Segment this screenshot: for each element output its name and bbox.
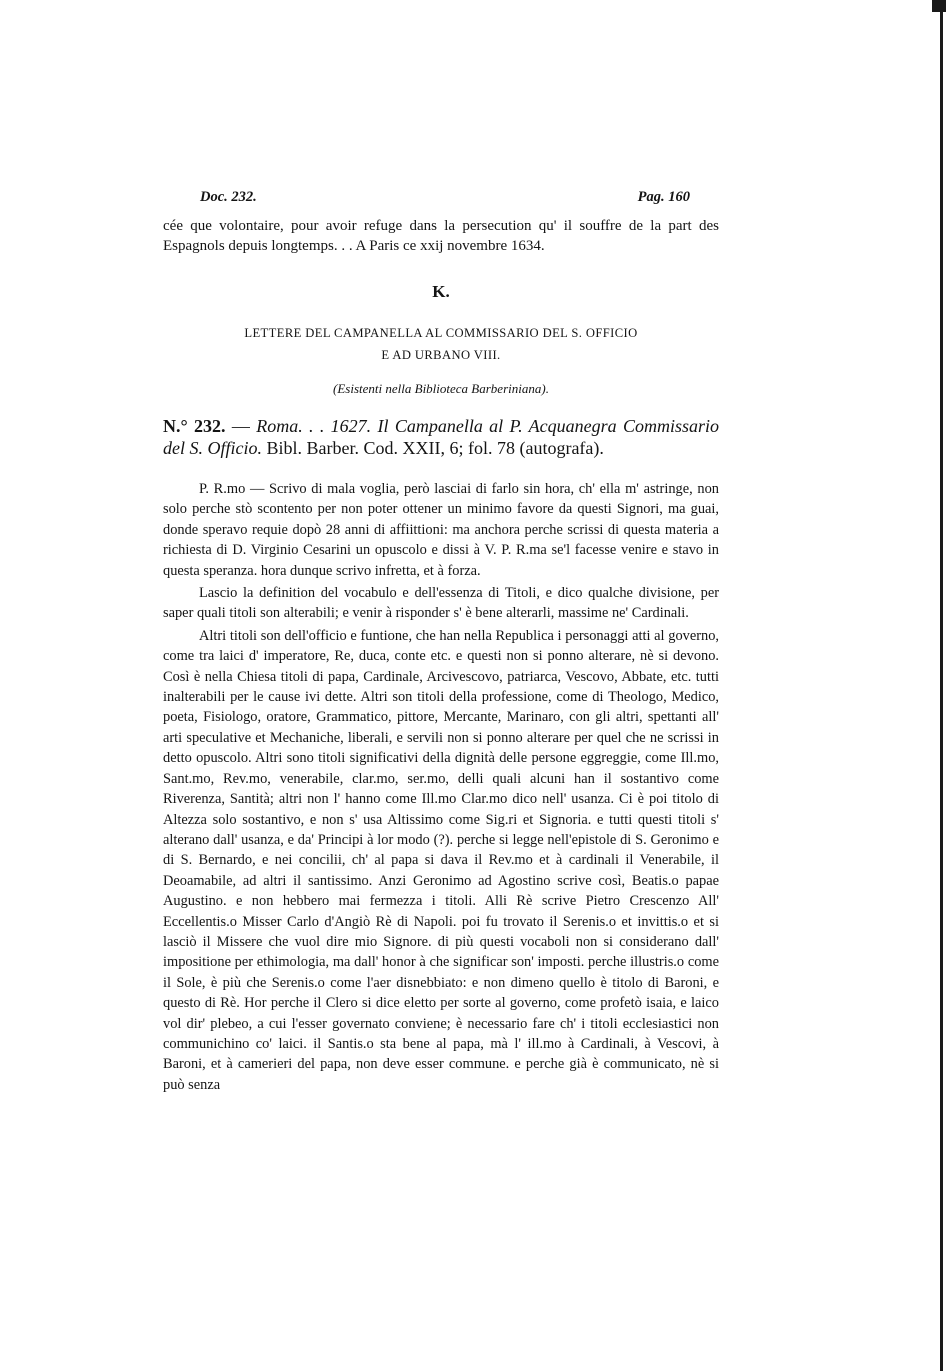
section-title-line-1: LETTERE DEL CAMPANELLA AL COMMISSARIO DEL S. OFFICIO — [244, 326, 638, 340]
section-title-line-2: E AD URBANO VIII. — [381, 348, 501, 362]
document-number: N.° 232. — [163, 416, 226, 436]
paragraph: Altri titoli son dell'officio e funtione, che han nella Republica i personaggi atti al governo, come tra laici d' imperatore, Re, duca, conte etc. e questi non si ponno alterare, nè si devono. Così è nella Chiesa titoli di papa, Cardinale, Arcivescovo, patriarca, Vescovo, Abbate, etc. tutti inalterabili per le cause ivi dette. Altri son titoli della professione, come di Theologo, Medico, poeta, Fisiologo, oratore, Grammatico, pittore, Mercante, Marinaro, con gli altri, spettanti all' arti speculative et Mechaniche, liberali, e servili non si ponno alterare per quel che ne scrissi in detto opuscolo. Altri sono titoli significativi della dignità delle persone eggreggie, come Ill.mo, Sant.mo, Rev.mo, venerabile, clar.mo, ser.mo, delli quali alcuni han il sostantivo come Riverenza, Santità; altri non l' hanno come Ill.mo Clar.mo dico nell' usanza. Ci è poi titolo di Altezza solo sostantivo, e non s' usa Altissimo come Sig.ri et Signoria. e tutti questi titoli s' alterano dall' usanza, e da' Principi à lor modo (?). perche si legge nell'epistole di S. Geronimo e di S. Bernardo, e nei concilii, ch' al papa si dava il Rev.mo et à cardinali il Venerabile, il Deoamabile, ad altri il santissimo. Anzi Geronimo ad Agostino scrive così, Beatis.o papae Augustino. e non hebbero mai fermezza i titoli. Alli Rè scrive Pietro Crescenzo All' Eccellentis.o Misser Carlo d'Angiò Rè di Napoli. poi fu trovato il Serenis.o et invittis.o et si lasciò il Missere che vuol dire mio Signore. di più questi vocaboli non si considerano dall' impositione per ethimologia, ma dall' honor à che significar son' imposti. perche illustris.o come il Sole, è più che Serenis.o come l'aer disnebbiato: e non dimeno quello è titolo di Baroni, e questo di Rè. Hor perche il Clero si dice eletto per sorte al governo, come profetò isaia, e laico vol dir' plebeo, a cui l'esser governato conviene; è necessario fare ch' i titoli ecclesiastici non communichino co' laici. il Santis.o sta bene al papa, mà l' ill.mo à Cardinali, à Vescovi, à Baroni, et à camerieri del papa, non deve esser commune. e perche già è communicato, nè si può senza — [163, 627, 719, 1093]
section-letter: K. — [432, 282, 450, 301]
source-note: (Esistenti nella Biblioteca Barberiniana). — [333, 381, 549, 396]
continued-text: cée que volontaire, pour avoir refuge dans la persecution qu' il souffre de la part des Espagnols depuis longtemps. . . A Paris ce xxij novembre 1634. — [163, 218, 719, 254]
doc-reference: Doc. 232. — [200, 189, 257, 205]
scan-edge-line — [940, 0, 943, 1371]
page-number: Pag. 160 — [637, 189, 690, 205]
scan-corner-mark — [932, 0, 946, 12]
section-title — [163, 322, 719, 366]
paragraph: Lascio la definition del vocabulo e dell'essenza di Titoli, e dico qualche divisione, per saper quali titoli son alterabili; e venir à risponder s' è bene alterarli, massime ne' Cardinali. — [163, 585, 719, 622]
document-reference: Bibl. Barber. Cod. XXII, 6; fol. 78 (autografa). — [261, 438, 604, 458]
paragraph: P. R.mo — Scrivo di mala voglia, però lasciai di farlo sin hora, ch' ella m' astringe, non solo perche stò scontento per non poter ottener un minimo favore da questi Signori, ma guai, donde speravo requie dopò 28 anni di affiittioni: ma anchora perche scrissi di questa materia a richiesta di D. Virginio Cesarini un opuscolo e dissi à V. P. R.ma se'l facesse venire e stavo in questa speranza. hora dunque scrivo infretta, et à forza. — [163, 481, 719, 579]
letter-body — [163, 479, 719, 1097]
heading-dash: — — [225, 416, 257, 436]
document-place-date: Roma. . . 1627. Il Campanella al P. Acquanegra Commissario del S. Officio. — [163, 416, 720, 458]
running-header — [200, 189, 690, 206]
document-heading — [163, 415, 719, 459]
